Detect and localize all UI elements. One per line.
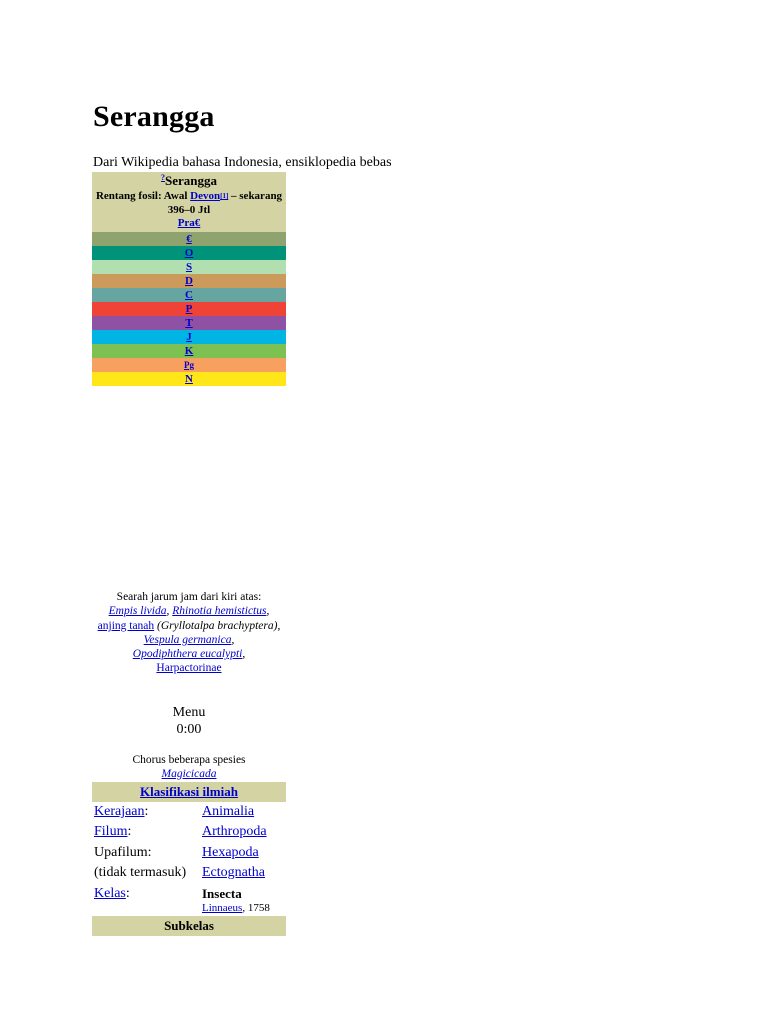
period-link[interactable]: N <box>185 373 193 385</box>
period-link[interactable]: O <box>184 247 194 259</box>
taxobox-title <box>94 173 284 189</box>
period-band <box>92 372 286 386</box>
table-row <box>92 884 286 915</box>
caption-link-anjing-tanah[interactable]: anjing tanah <box>97 619 155 632</box>
caption-intro: Searah jarum jam dari kiri atas: <box>116 591 262 603</box>
period-link[interactable]: C <box>185 289 193 301</box>
period-band <box>92 288 286 302</box>
reference-link[interactable]: [1] <box>220 192 229 200</box>
period-band <box>92 232 286 246</box>
rank-value-cell <box>200 802 286 823</box>
taxon-link[interactable]: Hexapoda <box>202 844 259 860</box>
period-band <box>92 302 286 316</box>
kelas-label-cell: Kelas: <box>94 885 130 901</box>
rank-value-cell <box>200 822 286 843</box>
taxobox <box>92 172 286 936</box>
table-row <box>92 863 286 884</box>
caption-link-opodiphthera[interactable]: Opodiphthera eucalypti <box>132 648 243 661</box>
audio-caption <box>92 753 286 781</box>
rank-link[interactable]: Kerajaan <box>94 803 145 819</box>
fossil-range <box>94 189 284 217</box>
period-link[interactable]: S <box>185 261 193 273</box>
caption-link-empis[interactable]: Empis livida <box>108 605 167 618</box>
period-link[interactable]: Pg <box>184 360 194 370</box>
classification-link[interactable]: Klasifikasi ilmiah <box>140 783 238 799</box>
rank-label: (tidak termasuk) <box>94 865 187 881</box>
player-menu-button[interactable]: Menu <box>172 704 206 720</box>
period-band <box>92 316 286 330</box>
period-link[interactable]: € <box>186 233 192 245</box>
rank-label-cell <box>92 843 200 864</box>
player-time: 0:00 <box>176 721 202 737</box>
period-band <box>92 330 286 344</box>
taxobox-name: Serangga <box>165 173 217 188</box>
insecta-value: Insecta <box>202 885 242 901</box>
period-band <box>92 246 286 260</box>
rank-label-cell: Filum: <box>94 824 132 840</box>
taxobox-header <box>92 172 286 232</box>
rank-value-cell <box>200 863 286 884</box>
period-link[interactable]: K <box>184 345 194 357</box>
devon-link[interactable]: Devon <box>190 190 221 202</box>
taxon-link[interactable]: Arthropoda <box>202 824 267 840</box>
kelas-link[interactable]: Kelas <box>94 885 126 901</box>
classification-table <box>92 802 286 915</box>
period-link[interactable]: P <box>185 303 193 315</box>
taxon-link[interactable]: Animalia <box>202 803 255 819</box>
table-row <box>92 802 286 823</box>
taxon-link[interactable]: Ectognatha <box>202 865 265 881</box>
period-band <box>92 260 286 274</box>
rank-label: Upafilum: <box>94 844 152 860</box>
rank-link[interactable]: Filum <box>94 824 128 840</box>
period-band <box>92 344 286 358</box>
period-link[interactable]: D <box>185 275 193 287</box>
image-caption: Searah jarum jam dari kiri atas: Empis livida, Rhinotia hemistictus, anjing tanah (Gryllotalpa brachyptera), Vespula germanica, Opodiphthera eucalypti, Harpactorinae <box>97 591 281 675</box>
period-band <box>92 358 286 372</box>
linnaeus-link[interactable]: Linnaeus <box>202 901 243 914</box>
subclass-header: Subkelas <box>92 916 286 936</box>
period-link[interactable]: T <box>185 317 193 329</box>
table-row <box>92 843 286 864</box>
audio-player[interactable] <box>92 704 286 738</box>
table-row <box>92 822 286 843</box>
page-title: Serangga <box>93 100 215 133</box>
rank-label-cell <box>92 863 200 884</box>
magicicada-link[interactable]: Magicicada <box>161 767 217 780</box>
caption-paren: (Gryllotalpa brachyptera) <box>154 619 278 632</box>
insect-image[interactable] <box>92 386 286 590</box>
rank-label-cell: Kerajaan: <box>94 803 149 819</box>
caption-link-rhinotia[interactable]: Rhinotia hemistictus <box>172 605 267 618</box>
rank-value-cell <box>200 843 286 864</box>
author-year: , 1758 <box>242 901 270 914</box>
kelas-value-cell <box>200 884 286 915</box>
caption-link-harpactorinae[interactable]: Harpactorinae <box>156 662 222 675</box>
fossil-range-suffix: – sekarang 396–0 Jtl <box>167 190 283 216</box>
audio-caption-text: Chorus beberapa spesies <box>132 753 246 766</box>
caption-link-vespula[interactable]: Vespula germanica <box>143 633 232 646</box>
fossil-range-prefix: Rentang fosil: Awal <box>95 190 191 202</box>
classification-header <box>92 782 286 802</box>
period-precambrian-link[interactable]: Pra€ <box>177 217 201 229</box>
page-subtitle: Dari Wikipedia bahasa Indonesia, ensiklopedia bebas <box>93 155 392 170</box>
period-band <box>92 274 286 288</box>
edit-icon[interactable]: ? <box>161 173 165 182</box>
period-bands <box>92 232 286 386</box>
period-link[interactable]: J <box>186 331 192 343</box>
